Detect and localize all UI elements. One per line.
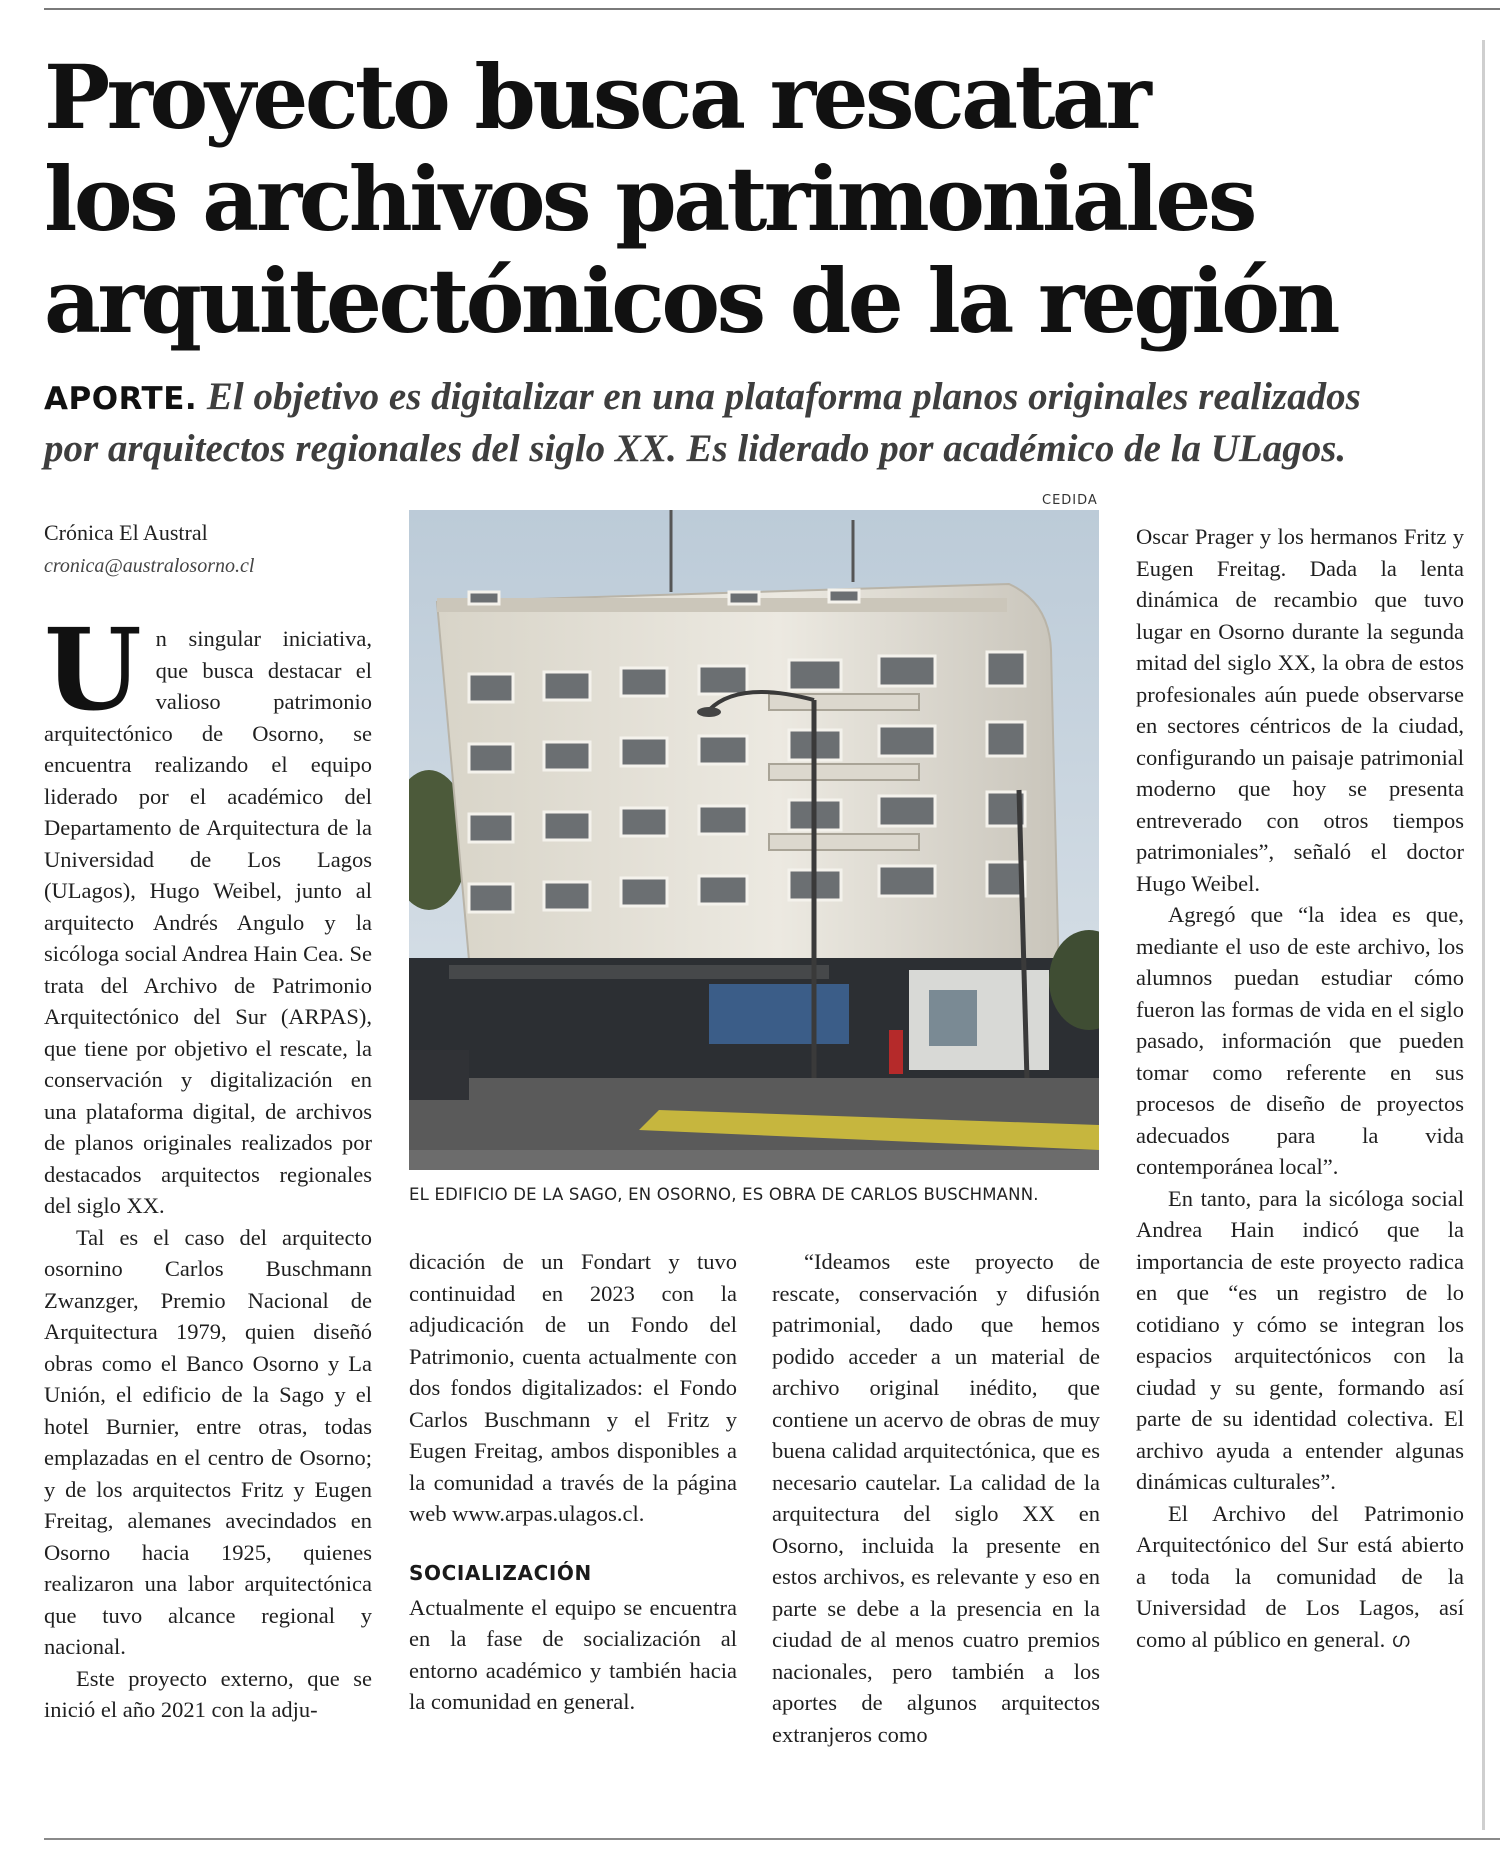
section-subhead: SOCIALIZACIÓN (409, 1560, 592, 1585)
bottom-rule (44, 1838, 1500, 1840)
headline (44, 46, 1464, 352)
paragraph-text: n singular iniciativa, que busca destacar el valioso patrimonio arquitectónico de Osorno, se encuentra realizando el equipo liderado por el académico del Departamento de Arquitectura de la Universidad de Los Lagos (ULagos), Hugo Weibel, junto al arquitecto Andrés Angulo y la sicóloga social Andrea Hain Cea. Se trata del Archivo de Patrimonio Arquitectónico del Sur (ARPAS), que tiene por objetivo el rescate, la conservación y digitalización en una plataforma digital, de archivos de planos originales realizados por destacados arquitectos regionales del siglo XX. (44, 626, 372, 1218)
paragraph: Tal es el caso del arquitecto osornino Carlos Buschmann Zwanzger, Premio Nacional de Arquitectura 1979, quien diseñó obras como el Banco Osorno y La Unión, el edificio de la Sago y el hotel Burnier, entre otras, todas emplazadas en el centro de Osorno; y de los arquitectos Fritz y Eugen Freitag, alemanes avecindados en Osorno hacia 1925, quienes realizaron una labor arquitectónica que tuvo alcance regional y nacional. (44, 1224, 372, 1659)
deck-summary (44, 372, 1464, 474)
article-column-2 (409, 1246, 737, 1718)
photo-credit: CEDIDA (1042, 493, 1098, 508)
paragraph: Agregó que “la idea es que, mediante el uso de este archivo, los alumnos puedan estudiar cómo fueron las formas de vida en el siglo pasado, información que pueden tomar como referente en sus procesos de diseño de proyectos adecuados para la vida contemporánea local”. (1136, 902, 1464, 1179)
top-rule (44, 8, 1500, 10)
paragraph (1136, 1498, 1464, 1657)
paragraph: “Ideamos este proyecto de rescate, conservación y difusión patrimonial, dado que hemos podido acceder a un material de archivo original inédito, que contiene un acervo de obras de muy buena calidad arquitectónica, que es necesario cautelar. La calidad de la arquitectura del siglo XX en Osorno, incluida la presente en estos archivos, es relevante y eso en parte se debe a la presencia en la ciudad de al menos cuatro premios nacionales, pero también a los aportes de algunos arquitectos extranjeros como (772, 1249, 1100, 1747)
article-photo (409, 510, 1099, 1170)
article-column-4 (1136, 521, 1464, 1656)
byline-author: Crónica El Austral (44, 520, 208, 545)
headline-line: Proyecto busca rescatar (44, 45, 1149, 149)
page-fold-edge (1482, 40, 1485, 1830)
paragraph: En tanto, para la sicóloga social Andrea Hain indicó que la importancia de este proyecto radica en que “es un registro de lo cotidiano y cómo se integran los espacios arquitectónicos con la ciudad y su gente, formando así parte de su identidad colectiva. El archivo ayuda a entender algunas dinámicas culturales”. (1136, 1185, 1464, 1494)
paragraph: Oscar Prager y los hermanos Fritz y Eugen Freitag. Dada la lenta dinámica de recambio que tuvo lugar en Osorno durante la segunda mitad del siglo XX, la obra de estos profesionales aún puede observarse en sectores céntricos de la ciudad, configurando un paisaje patrimonial moderno que hoy se presenta entreverado con otros tiempos patrimoniales”, señaló el doctor Hugo Weibel. (1136, 524, 1464, 896)
article-column-3 (772, 1246, 1100, 1750)
headline-line: arquitectónicos de la región (44, 249, 1337, 353)
drop-cap: U (44, 605, 142, 736)
paragraph-text: El Archivo del Patrimonio Arquitectónico del Sur está abierto a toda la comunidad de la Universidad de Los Lagos, así como al público en general. (1136, 1500, 1464, 1652)
headline-line: los archivos patrimoniales (44, 147, 1254, 251)
deck-text: por arquitectos regionales del siglo XX. Es liderado por académico de la ULagos. (44, 427, 1347, 470)
byline-email[interactable]: cronica@australosorno.cl (44, 555, 255, 577)
end-of-article-icon: ഗ (1391, 1627, 1410, 1652)
deck-kicker: APORTE. (44, 381, 198, 417)
paragraph (44, 605, 372, 1222)
paragraph: Este proyecto externo, que se inició el año 2021 con la adju- (44, 1665, 372, 1722)
deck-text: El objetivo es digitalizar en una plataforma planos originales realizados (197, 375, 1361, 418)
article-column-1 (44, 605, 372, 1726)
paragraph: dicación de un Fondart y tuvo continuidad en 2023 con la adjudicación de un Fondo del Patrimonio, cuenta actualmente con dos fondos digitalizados: el Fondo Carlos Buschmann y el Fritz y Eugen Freitag, ambos disponibles a la comunidad a través de la página web www.arpas.ulagos.cl. (409, 1249, 737, 1526)
paragraph: Actualmente el equipo se encuentra en la fase de socialización al entorno académico y también hacia la comunidad en general. (409, 1594, 737, 1714)
photo-caption: EL EDIFICIO DE LA SAGO, EN OSORNO, ES OBRA DE CARLOS BUSCHMANN. (409, 1185, 1039, 1204)
building-photo (409, 510, 1099, 1170)
